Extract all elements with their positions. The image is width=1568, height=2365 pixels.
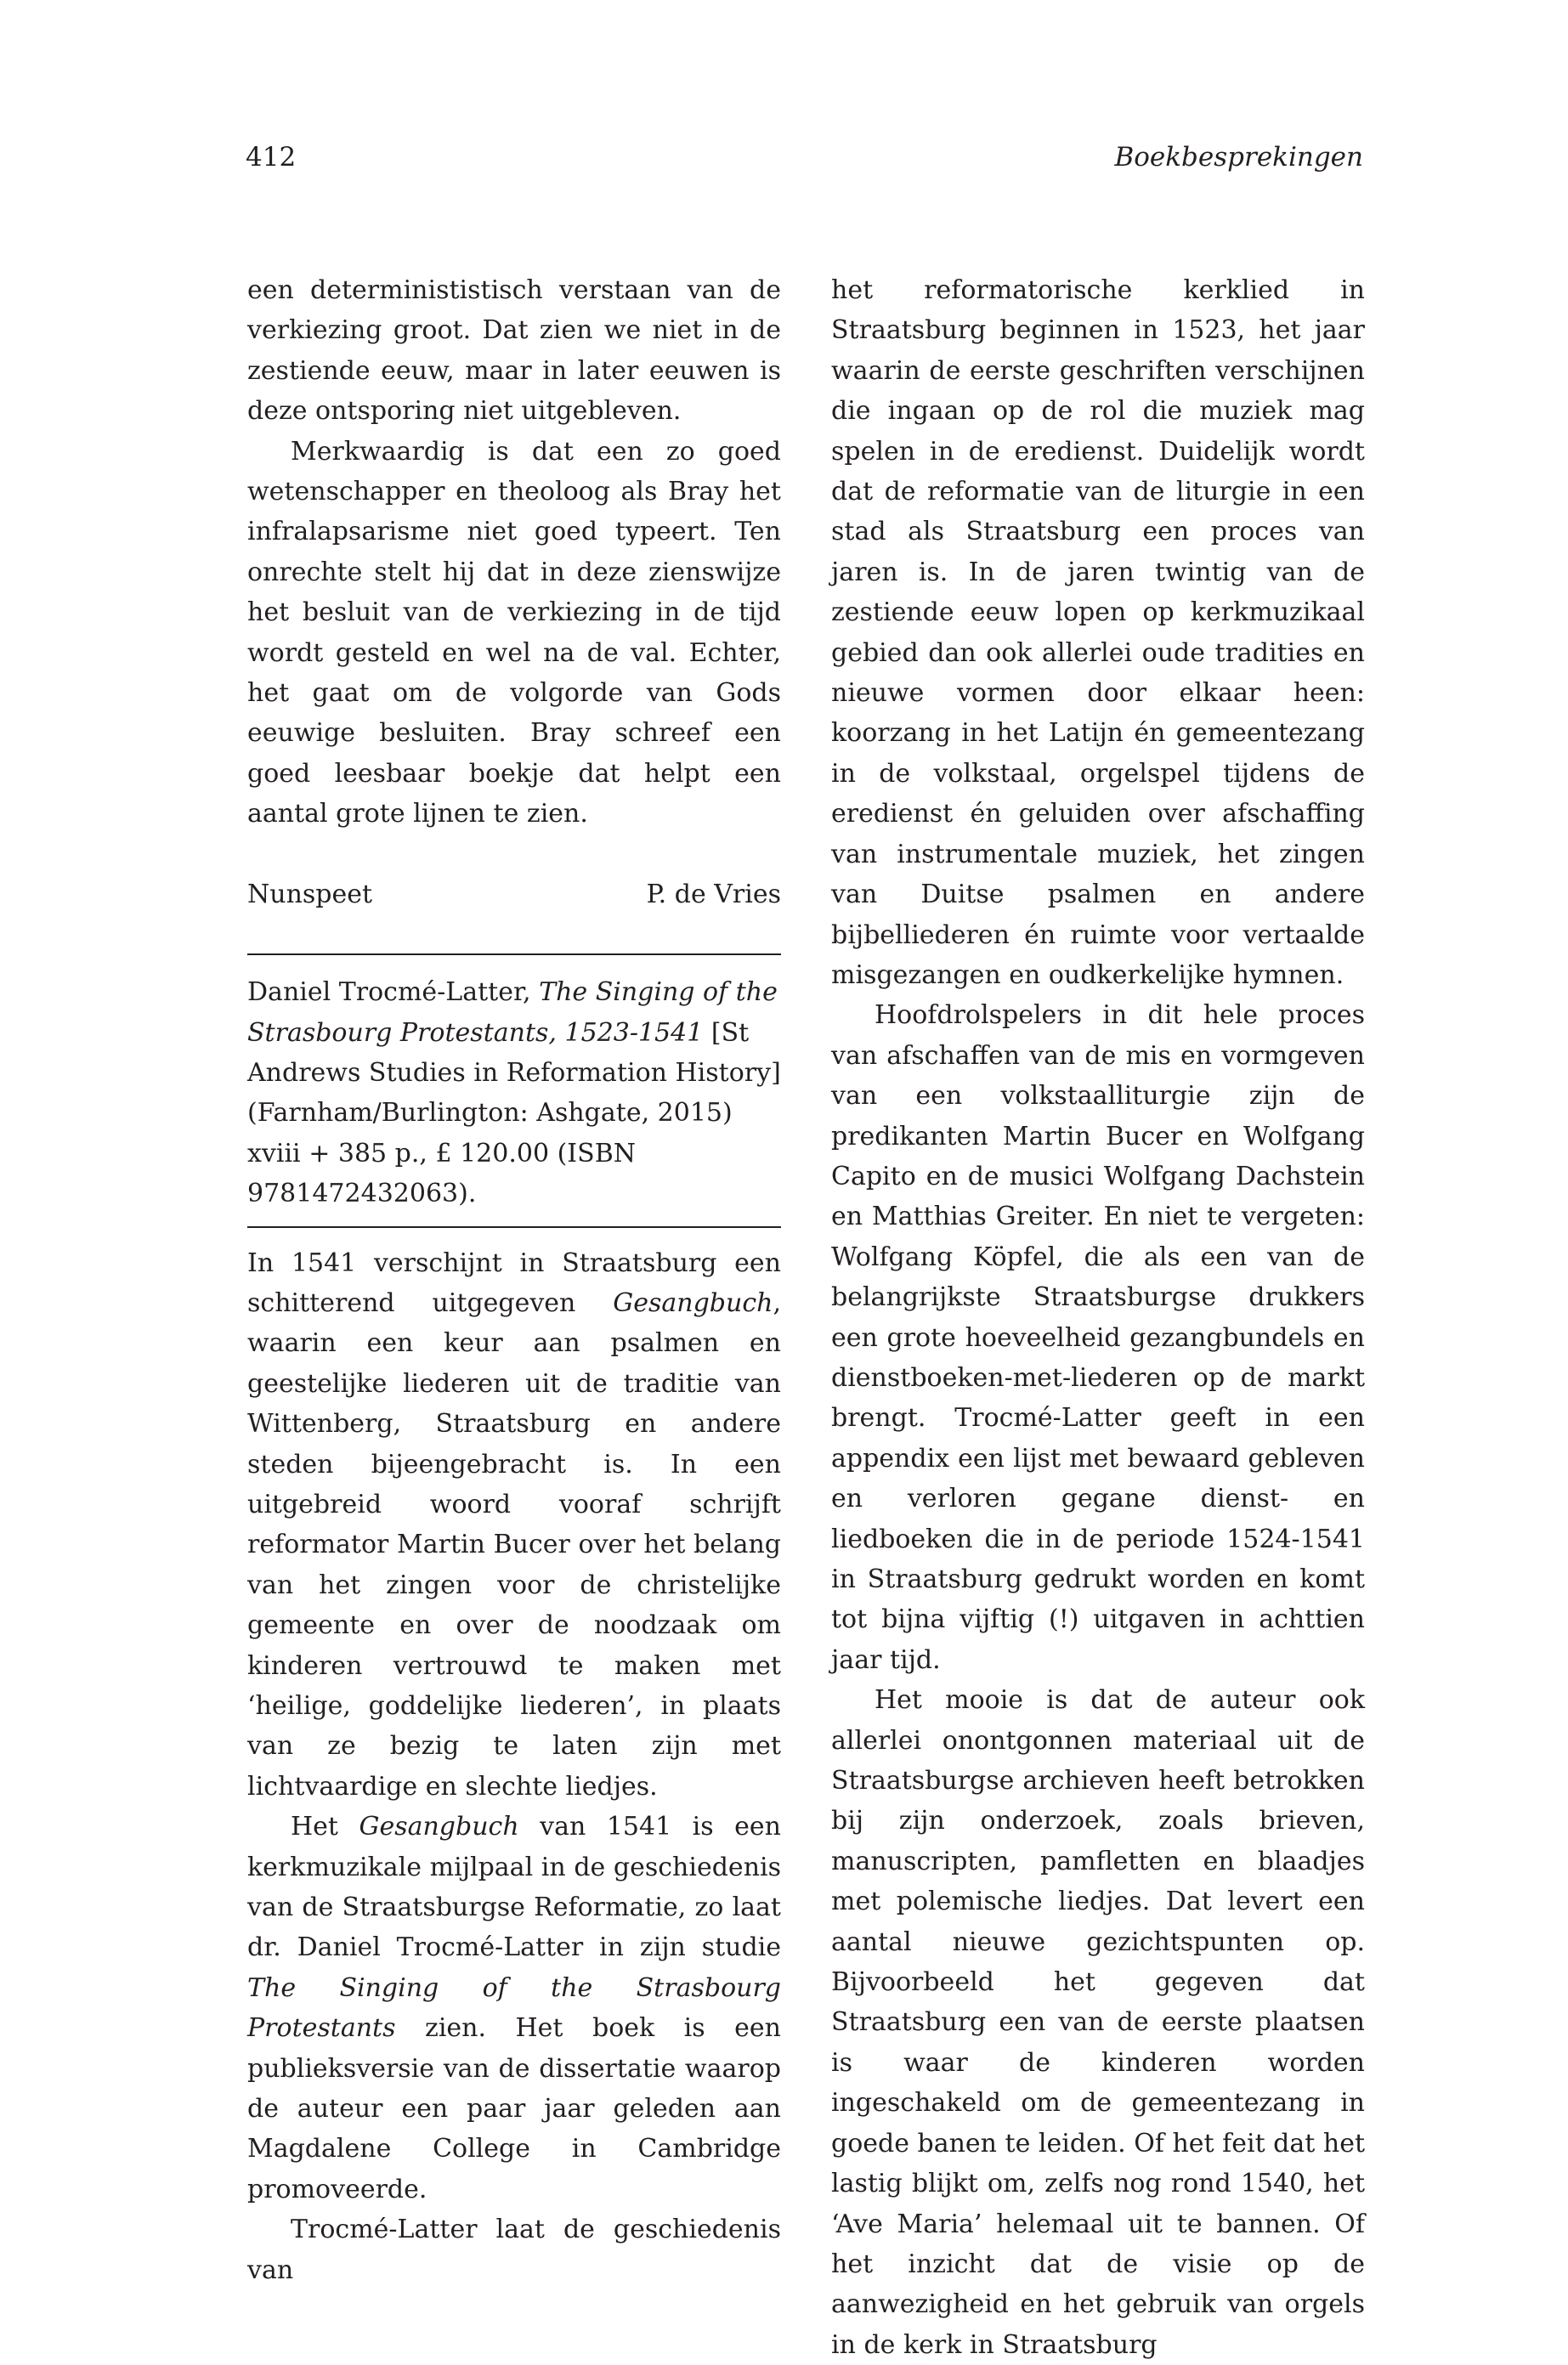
italic-title: Gesangbuch (613, 1287, 773, 1318)
right-column (831, 270, 1365, 2365)
text-run: Het (291, 1812, 338, 1842)
left-column (247, 270, 781, 2290)
paragraph: Het mooie is dat de auteur ook allerlei onontgonnen materiaal uit de Straatsburgse archieven heeft betrokken bij zijn onderzoek, zoals brieven, manuscripten, pamfletten en blaadjes met polemische liedjes. Dat levert een aantal nieuwe gezichtspunten op. Bijvoorbeeld het gegeven dat Straatsburg een van de eerste plaatsen is waar de kinderen worden ingeschakeld om de gemeentezang in goede banen te leiden. Of het feit dat het lastig blijkt om, zelfs nog rond 1540, het ‘Ave Maria’ helemaal uit te bannen. Of het inzicht dat de visie op de aanwezigheid en het gebruik van orgels in de kerk in Straatsburg (831, 1685, 1365, 2360)
text-run: zien. Het boek is een publieksversie van de dissertatie waarop de auteur een paar jaar geleden aan Magdalene College in Cambridge promoveerde. (247, 2013, 781, 2204)
paragraph: een determinististisch verstaan van de verkiezing groot. Dat zien we niet in de zestiende eeuw, maar in later eeuwen is deze ontsporing niet uitgebleven. (247, 275, 781, 427)
paragraph: Trocmé-Latter laat de geschiedenis van (247, 2215, 781, 2285)
paragraph (247, 1807, 781, 2209)
paragraph (247, 1243, 781, 1808)
review-signoff (247, 874, 781, 914)
biblio-details: [St Andrews Studies in Reformation History] (Farnham/Burlington: Ashgate, 2015) xviii + 385 p., £ 120.00 (ISBN 9781472432063). (247, 1017, 781, 1209)
page-number: 412 (246, 142, 297, 173)
divider (247, 1226, 781, 1228)
italic-title: Gesangbuch (359, 1812, 519, 1842)
text-run: In 1541 verschijnt in Straatsburg een schitterend uitgegeven (247, 1248, 781, 1318)
bibliographic-entry (247, 955, 781, 1225)
signoff-author: P. de Vries (646, 879, 781, 909)
paragraph: Hoofdrolspelers in dit hele proces van afschaffen van de mis en vormgeven van een volkstaalliturgie zijn de predikanten Martin Bucer en Wolfgang Capito en de musici Wolfgang Dachstein en Matthias Greiter. En niet te vergeten: Wolfgang Köpfel, die als een van de belangrijkste Straatsburgse drukkers een grote hoeveelheid gezangbundels en dienstboeken-met-liederen op de markt brengt. Trocmé-Latter geeft in een appendix een lijst met bewaard gebleven en verloren gegane dienst- en liedboeken die in de periode 1524-1541 in Straatsburg gedrukt worden en komt tot bijna vijftig (!) uitgaven in achttien jaar tijd. (831, 1000, 1365, 1675)
biblio-author: Daniel Trocmé-Latter, (247, 977, 531, 1008)
biblio-title: The Singing of the Strasbourg Protestants, 1523-1541 (247, 977, 778, 1048)
italic-title: The Singing of the Strasbourg Protestants (247, 1972, 781, 2044)
paragraph: Merkwaardig is dat een zo goed wetenschapper en theoloog als Bray het infralapsarisme niet goed typeert. Ten onrechte stelt hij dat in deze zienswijze het besluit van de verkiezing in de tijd wordt gesteld en wel na de val. Echter, het gaat om de volgorde van Gods eeuwige besluiten. Bray schreef een goed leesbaar boekje dat helpt een aantal grote lijnen te zien. (247, 436, 781, 829)
running-head: Boekbesprekingen (1114, 142, 1363, 173)
text-run: , waarin een keur aan psalmen en geestelijke liederen uit de traditie van Wittenberg, Straatsburg en andere steden bijeengebracht is. In een uitgebreid woord vooraf schrijft reformator Martin Bucer over het belang van het zingen voor de christelijke gemeente en over de noodzaak om kinderen vertrouwd te maken met ‘heilige, goddelijke liederen’, in plaats van ze bezig te laten zijn met lichtvaardige en slechte liedjes. (247, 1287, 781, 1802)
paragraph: het reformatorische kerklied in Straatsburg beginnen in 1523, het jaar waarin de eerste geschriften verschijnen die ingaan op de rol die muziek mag spelen in de eredienst. Duidelijk wordt dat de reformatie van de liturgie in een stad als Straatsburg een proces van jaren is. In de jaren twintig van de zestiende eeuw lopen op kerkmuzikaal gebied dan ook allerlei oude tradities en nieuwe vormen door elkaar heen: koorzang in het Latijn én gemeentezang in de volkstaal, orgelspel tijdens de eredienst én geluiden over afschaffing van instrumentale muziek, het zingen van Duitse psalmen en andere bijbelliederen én ruimte voor vertaalde misgezangen en oudkerkelijke hymnen. (831, 275, 1365, 990)
signoff-place: Nunspeet (247, 879, 373, 909)
text-run: van 1541 is een kerkmuzikale mijlpaal in de geschiedenis van de Straatsburgse Reformatie, zo laat dr. Daniel Trocmé-Latter in zijn studie (247, 1812, 781, 1963)
